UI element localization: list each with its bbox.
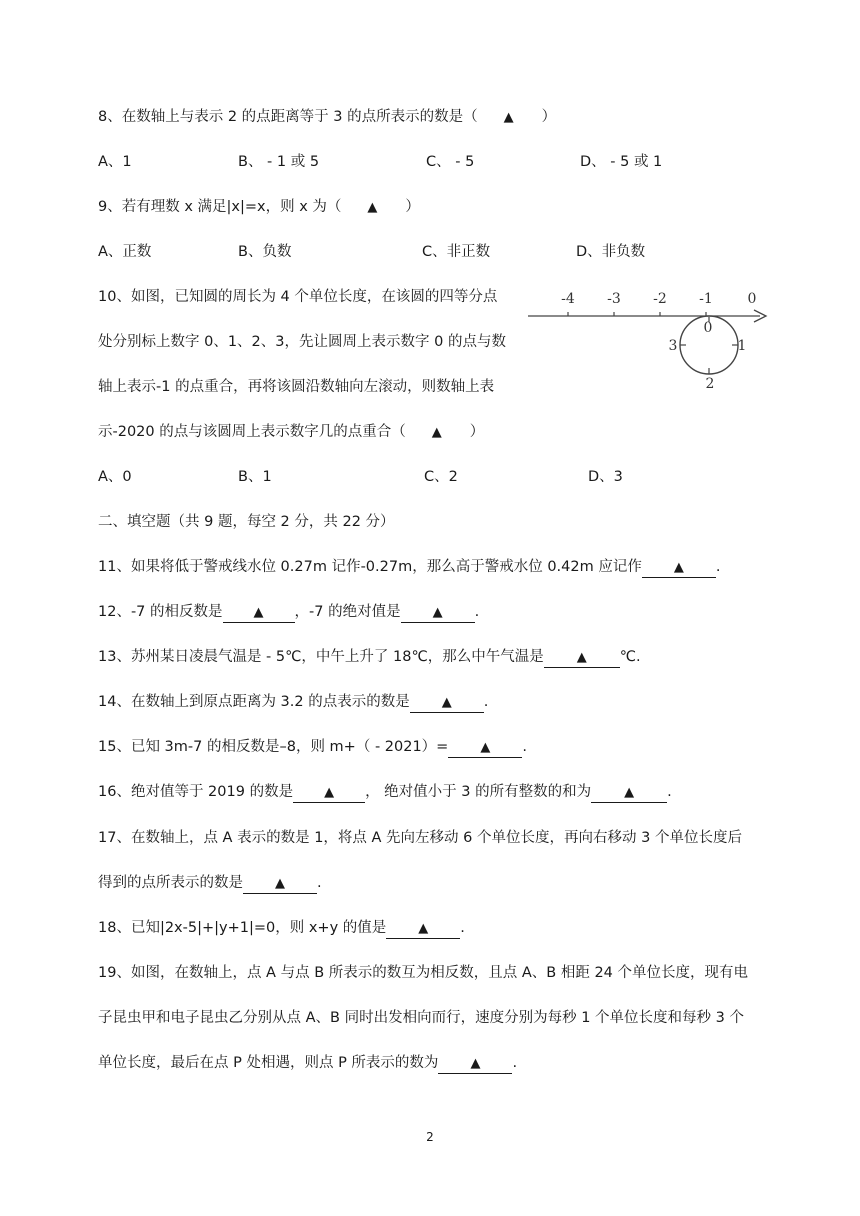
circle-label-1: 1: [737, 338, 747, 354]
question-17-line-1: 17、在数轴上，点 A 表示的数是 1，将点 A 先向左移动 6 个单位长度，再向右移动 3 个单位长度后: [98, 830, 742, 846]
tick-label: 0: [747, 291, 757, 307]
number-line-circle-figure: [526, 286, 772, 394]
q9-option-d: D、非负数: [576, 244, 646, 260]
question-19-line-2: 子昆虫甲和电子昆虫乙分别从点 A、B 同时出发相向而行，速度分别为每秒 1 个单位长度和每秒 3 个: [98, 1010, 744, 1026]
answer-blank[interactable]: ▲: [293, 783, 365, 803]
q9-option-a: A、正数: [98, 244, 152, 260]
tick-label: -3: [607, 291, 621, 307]
q10-option-a: A、0: [98, 469, 132, 485]
tick-label: -1: [699, 291, 713, 307]
answer-blank[interactable]: ▲: [410, 693, 484, 713]
q8-option-a: A、1: [98, 154, 132, 170]
answer-blank[interactable]: ▲: [386, 919, 460, 939]
q8-option-d: D、 - 5 或 1: [580, 154, 663, 170]
q10-option-d: D、3: [588, 469, 623, 485]
answer-blank[interactable]: ▲: [448, 738, 522, 758]
q9-option-c: C、非正数: [422, 244, 491, 260]
question-19-line-1: 19、如图，在数轴上，点 A 与点 B 所表示的数互为相反数，且点 A、B 相距 24 个单位长度，现有电: [98, 965, 749, 981]
answer-blank[interactable]: ▲: [243, 874, 317, 894]
circle-label-3: 3: [668, 338, 678, 354]
question-10-line-2: 处分别标上数字 0、1、2、3，先让圆周上表示数字 0 的点与数: [98, 334, 506, 350]
section-2-title: 二、填空题（共 9 题，每空 2 分，共 22 分）: [98, 514, 395, 530]
question-13: 13、苏州某日凌晨气温是 - 5℃，中午上升了 18℃，那么中午气温是 ▲ ℃.: [98, 647, 641, 668]
question-11: 11、如果将低于警戒线水位 0.27m 记作-0.27m，那么高于警戒水位 0.42m 应记作 ▲ .: [98, 557, 720, 578]
question-10-line-1: 10、如图，已知圆的周长为 4 个单位长度，在该圆的四等分点: [98, 289, 498, 305]
question-10-line-4: 示-2020 的点与该圆周上表示数字几的点重合（ ▲ ）: [98, 424, 485, 440]
answer-blank[interactable]: ▲: [223, 603, 295, 623]
page-number: 2: [426, 1130, 434, 1144]
circle-label-0: 0: [703, 320, 713, 336]
question-10-line-3: 轴上表示-1 的点重合，再将该圆沿数轴向左滚动，则数轴上表: [98, 379, 495, 395]
answer-blank[interactable]: ▲: [544, 648, 620, 668]
circle-label-2: 2: [705, 376, 715, 392]
question-9-stem: 9、若有理数 x 满足|x|=x，则 x 为（ ▲ ）: [98, 199, 420, 215]
question-18: 18、已知|2x-5|+|y+1|=0，则 x+y 的值是 ▲ .: [98, 918, 465, 939]
question-16: 16、绝对值等于 2019 的数是 ▲ ， 绝对值小于 3 的所有整数的和为 ▲ .: [98, 782, 672, 803]
q8-option-c: C、 - 5: [426, 154, 475, 170]
answer-marker: ▲: [367, 200, 378, 215]
answer-blank[interactable]: ▲: [591, 783, 667, 803]
q8-option-b: B、 - 1 或 5: [238, 154, 320, 170]
answer-blank[interactable]: ▲: [401, 603, 475, 623]
q10-option-b: B、1: [238, 469, 272, 485]
tick-label: -2: [653, 291, 667, 307]
question-15: 15、已知 3m-7 的相反数是–8，则 m+（ - 2021）= ▲ .: [98, 737, 527, 758]
question-19-line-3: 单位长度，最后在点 P 处相遇，则点 P 所表示的数为 ▲ .: [98, 1053, 517, 1074]
answer-marker: ▲: [503, 110, 514, 125]
q9-option-b: B、负数: [238, 244, 292, 260]
question-14: 14、在数轴上到原点距离为 3.2 的点表示的数是 ▲ .: [98, 692, 488, 713]
question-12: 12、-7 的相反数是 ▲ ，-7 的绝对值是 ▲ .: [98, 602, 479, 623]
answer-blank[interactable]: ▲: [642, 558, 716, 578]
q10-option-c: C、2: [424, 469, 458, 485]
question-17-line-2: 得到的点所表示的数是 ▲ .: [98, 873, 322, 894]
answer-marker: ▲: [431, 425, 442, 440]
answer-blank[interactable]: ▲: [438, 1054, 512, 1074]
tick-label: -4: [561, 291, 575, 307]
question-8-stem: 8、在数轴上与表示 2 的点距离等于 3 的点所表示的数是（ ▲ ）: [98, 109, 557, 125]
